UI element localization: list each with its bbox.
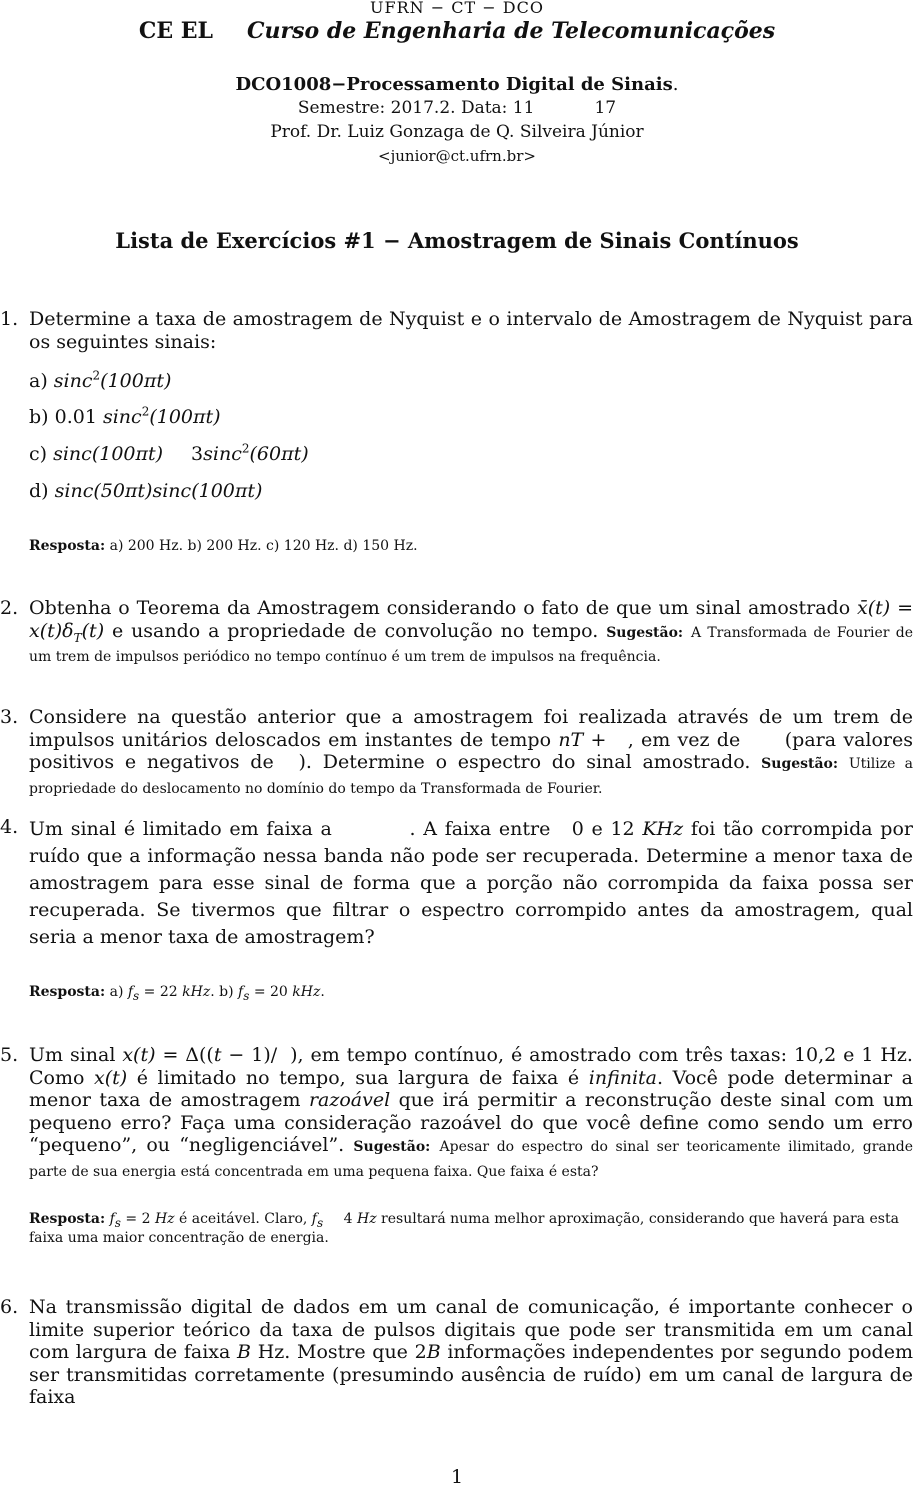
q2-text: Obtenha o Teorema da Amostragem considerando o fato de que um sinal amostrado x̄(t) = $x(t)\delta_T(t)$ e usando a propriedade de convolução no tempo. Sugestão: A Transformada de Fourier de um trem de impulsos periódico no tempo contínuo é um trem de impulsos na frequência. [29,597,913,665]
q5-answer: Resposta: $f_s = 2$ Hz é aceitável. Claro, $f_s$ 4 Hz resultará numa melhor aproximação, considerando que haverá para esta faixa uma maior concentração de energia. [29,1211,899,1246]
q4-number: 4. [0,816,19,838]
q6-number: 6. [0,1296,19,1318]
professor-email: <junior@ct.ufrn.br> [378,147,536,165]
q1-text: Determine a taxa de amostragem de Nyquist e o intervalo de Amostragem de Nyquist para os seguintes sinais: [29,308,913,353]
q5-number: 5. [0,1044,19,1066]
q1-number: 1. [0,308,19,330]
course-name: Curso de Engenharia de Telecomunicações [247,18,776,44]
institution-header: UFRN − CT − DCO [370,0,544,17]
q1-item-b: b) 0.01 sinc$^2$(100πt) [29,404,221,428]
q3-number: 3. [0,706,19,728]
page-number: 1 [450,1466,464,1488]
q4-answer: Resposta: a) $f_s = 22$ kHz. b) $f_s = 20$ kHz. [29,984,325,1003]
q2-number: 2. [0,597,19,619]
q4-text: Um sinal é limitado em faixa a . A faixa entre 0 e 12 KHz foi tão corrompida por ruído que a informação nessa banda não pode ser recuperada. Determine a menor taxa de amostragem para esse sinal de forma que a porção não corrompida da faixa possa ser recuperada. Se tivermos que filtrar o espectro corrompido antes da amostragem, qual seria a menor taxa de amostragem? [29,818,913,948]
semester-date: Semestre: 2017.2. Data: 11 17 [297,98,617,118]
q1-item-d: d) sinc(50πt)sinc(100πt) [29,480,263,502]
course-code: DCO1008−Processamento Digital de Sinais. [235,74,679,95]
department-code: CE EL [138,18,214,44]
q1-answer: Resposta: a) 200 Hz. b) 200 Hz. c) 120 Hz. d) 150 Hz. [29,538,418,554]
q3-text: Considere na questão anterior que a amostragem foi realizada através de um trem de impulsos unitários deloscados em instantes de tempo nT + , em vez de (para valores positivos e negativos de ). Determine o espectro do sinal amostrado. Sugestão: Utilize a propriedade do deslocamento no domínio do tempo da Transformada de Fourier. [29,706,914,797]
q5-text: Um sinal x(t) = Δ((t − 1)/ ), em tempo contínuo, é amostrado com três taxas: 10,2 e 1 Hz. Como x(t) é limitado no tempo, sua largura de faixa é infinita. Você pode determinar a menor taxa de amostragem razoável que irá permitir a reconstrução deste sinal com um pequeno erro? Faça uma consideração razoável do que você define como sendo um erro “pequeno”, ou “negligenciável”. Sugestão: Apesar do espectro do sinal ser teoricamente ilimitado, grande parte de sua energia está concentrada em uma pequena faixa. Que faixa é esta? [29,1044,914,1180]
department-line [0,18,914,44]
q1-item-a: a) sinc$^2$(100πt) [29,368,172,392]
q1-item-c: c) sinc(100πt) 3sinc$^2$(60πt) [29,441,309,465]
professor-name: Prof. Dr. Luiz Gonzaga de Q. Silveira Júnior [270,122,644,142]
page-title: Lista de Exercícios #1 − Amostragem de Sinais Contínuos [115,228,799,253]
q6-text: Na transmissão digital de dados em um canal de comunicação, é importante conhecer o limite superior teórico da taxa de pulsos digitais que pode ser transmitida em um canal com largura de faixa B Hz. Mostre que 2B informações independentes por segundo podem ser transmitidas corretamente (presumindo ausência de ruído) em um canal de largura de faixa [29,1296,913,1408]
